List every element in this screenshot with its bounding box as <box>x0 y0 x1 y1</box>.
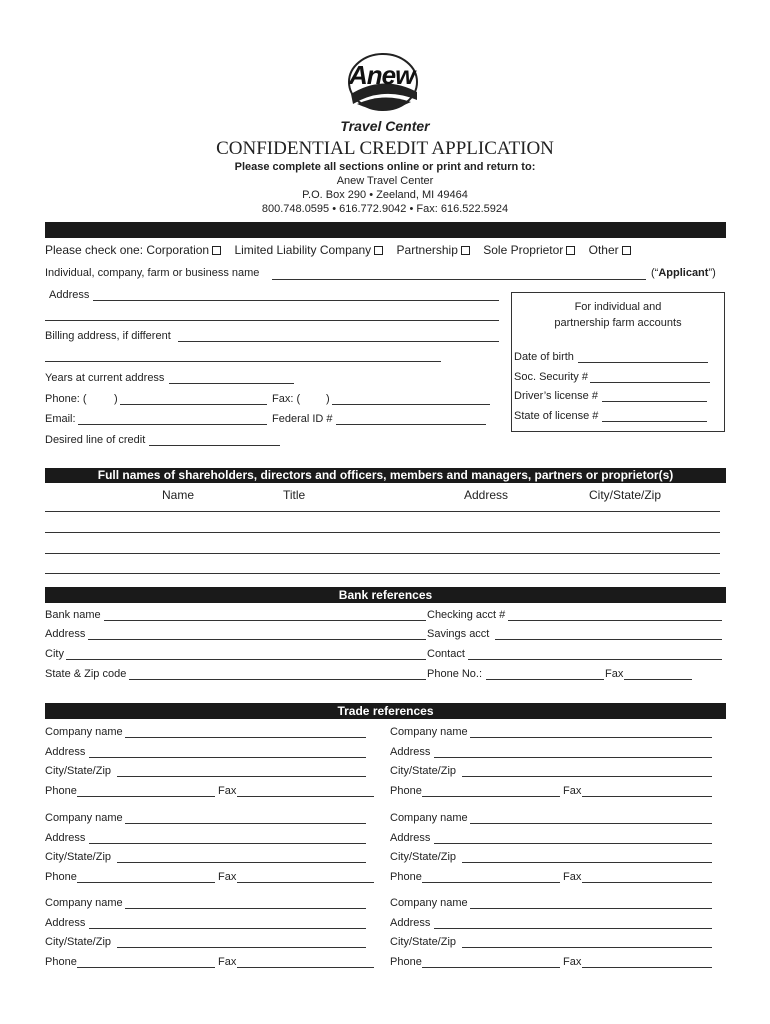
trade-field-label: Company name <box>45 897 123 909</box>
bank-name-field[interactable] <box>104 620 426 621</box>
trade-field-input[interactable] <box>117 776 366 777</box>
trade-field-label: Address <box>390 831 431 844</box>
trade-field-label: Address <box>45 916 86 929</box>
col-city-state-zip: City/State/Zip <box>589 488 662 502</box>
years-field[interactable] <box>169 383 294 384</box>
trade-field-input[interactable] <box>117 862 366 863</box>
trade-fax-input[interactable] <box>582 967 712 968</box>
entity-option-other[interactable]: Other <box>589 243 631 257</box>
instructions: Please complete all sections online or print and return to: <box>234 161 536 173</box>
state-license-field[interactable] <box>602 421 707 422</box>
address-field-1[interactable] <box>93 300 499 301</box>
federal-id-label: Federal ID # <box>272 413 333 425</box>
trade-field-label: Phone <box>45 870 77 883</box>
trade-field-label: City/State/Zip <box>390 851 457 863</box>
phone-close: ) <box>114 393 118 405</box>
years-label: Years at current address <box>45 372 165 384</box>
contact-field[interactable] <box>468 659 722 660</box>
trade-fax-label: Fax <box>563 870 582 883</box>
checkbox-icon[interactable] <box>622 246 631 255</box>
trade-phone-input[interactable] <box>422 967 560 968</box>
company-name: Anew Travel Center <box>336 175 434 187</box>
bank-section-title: Bank references <box>45 587 726 603</box>
trade-phone-input[interactable] <box>77 882 215 883</box>
trade-phone-input[interactable] <box>422 882 560 883</box>
col-title: Title <box>283 488 306 502</box>
trade-fax-input[interactable] <box>582 882 712 883</box>
bank-city-field[interactable] <box>66 659 426 660</box>
trade-field-label: Company name <box>390 726 468 738</box>
entity-option-corporation[interactable]: Corporation <box>146 243 221 257</box>
entity-type-row <box>45 243 631 257</box>
trade-fax-input[interactable] <box>237 882 374 883</box>
ssn-label: Soc. Security # <box>514 371 588 383</box>
entity-option-llc[interactable]: Limited Liability Company <box>234 243 383 257</box>
fax-label: Fax: ( <box>272 393 301 405</box>
entity-option-sole-proprietor[interactable]: Sole Proprietor <box>483 243 575 257</box>
header-divider-bar <box>45 222 726 238</box>
checkbox-icon[interactable] <box>566 246 575 255</box>
trade-field-label: Phone <box>390 784 422 797</box>
entity-option-partnership[interactable]: Partnership <box>397 243 470 257</box>
ssn-field[interactable] <box>590 382 710 383</box>
trade-field-input[interactable] <box>89 757 366 758</box>
trade-field-label: City/State/Zip <box>390 765 457 777</box>
trade-field-label: Phone <box>390 955 422 968</box>
trade-fax-label: Fax <box>563 955 582 968</box>
trade-field-label: Company name <box>45 812 123 824</box>
phone-label: Phone: ( <box>45 393 87 405</box>
trade-field-label: Phone <box>45 784 77 797</box>
trade-field-label: City/State/Zip <box>45 851 112 863</box>
company-address: P.O. Box 290 • Zeeland, MI 49464 <box>302 189 468 201</box>
bank-state-zip-field[interactable] <box>129 679 426 680</box>
trade-fax-label: Fax <box>218 870 237 883</box>
trade-field-label: Phone <box>45 955 77 968</box>
trade-fax-label: Fax <box>218 955 237 968</box>
checkbox-icon[interactable] <box>212 246 221 255</box>
trade-field-input[interactable] <box>462 947 712 948</box>
farm-box-title-2: partnership farm accounts <box>554 317 682 329</box>
officer-row-1[interactable] <box>45 511 720 512</box>
trade-fax-input[interactable] <box>582 796 712 797</box>
trade-field-label: Address <box>390 745 431 758</box>
dob-field[interactable] <box>578 362 708 363</box>
trade-phone-input[interactable] <box>77 967 215 968</box>
page-title: CONFIDENTIAL CREDIT APPLICATION <box>216 138 554 159</box>
col-name: Name <box>162 488 195 502</box>
bank-fax-label: Fax <box>605 668 624 680</box>
trade-field-label: Address <box>45 745 86 758</box>
trade-field-input[interactable] <box>89 928 366 929</box>
trade-field-input[interactable] <box>470 908 712 909</box>
bank-phone-field[interactable] <box>486 679 604 680</box>
applicant-name-label: Individual, company, farm or business name <box>45 267 260 279</box>
brand-tagline: Travel Center <box>340 118 430 134</box>
trade-field-label: City/State/Zip <box>45 936 112 948</box>
trade-field-label: Phone <box>390 870 422 883</box>
trade-field-label: City/State/Zip <box>45 765 112 777</box>
applicant-name-field[interactable] <box>272 279 646 280</box>
billing-field-1[interactable] <box>178 341 499 342</box>
trade-field-label: Company name <box>390 897 468 909</box>
trade-fax-input[interactable] <box>237 796 374 797</box>
trade-field-label: Address <box>390 916 431 929</box>
checking-field[interactable] <box>508 620 722 621</box>
billing-label: Billing address, if different <box>45 330 171 342</box>
trade-field-input[interactable] <box>470 737 712 738</box>
checkbox-icon[interactable] <box>461 246 470 255</box>
federal-id-field[interactable] <box>336 424 486 425</box>
checking-label: Checking acct # <box>427 609 506 621</box>
trade-field-label: Company name <box>45 726 123 738</box>
trade-field-input[interactable] <box>434 928 712 929</box>
fax-field[interactable] <box>332 404 490 405</box>
trade-field-input[interactable] <box>125 908 366 909</box>
brand-logo <box>343 52 423 120</box>
fax-close: ) <box>326 393 330 405</box>
trade-field-input[interactable] <box>125 737 366 738</box>
billing-field-2[interactable] <box>45 361 441 362</box>
trade-field-label: Company name <box>390 812 468 824</box>
dob-label: Date of birth <box>514 351 574 363</box>
bank-fax-field[interactable] <box>624 679 692 680</box>
trade-field-input[interactable] <box>117 947 366 948</box>
bank-name-label: Bank name <box>45 609 101 621</box>
trade-field-input[interactable] <box>462 776 712 777</box>
drivers-license-label: Driver’s license # <box>514 390 598 402</box>
trade-fax-label: Fax <box>563 784 582 797</box>
phone-field[interactable] <box>120 404 267 405</box>
officer-row-2[interactable] <box>45 532 720 533</box>
trade-section-title: Trade references <box>45 703 726 719</box>
trade-field-label: City/State/Zip <box>390 936 457 948</box>
savings-label: Savings acct <box>427 628 490 640</box>
savings-field[interactable] <box>495 639 722 640</box>
trade-field-input[interactable] <box>125 823 366 824</box>
address-field-2[interactable] <box>45 320 499 321</box>
trade-field-input[interactable] <box>462 862 712 863</box>
state-license-label: State of license # <box>514 410 599 422</box>
officer-row-4[interactable] <box>45 573 720 574</box>
applicant-suffix: (“Applicant”) <box>651 267 716 279</box>
entity-prompt: Please check one: <box>45 243 144 257</box>
company-contact: 800.748.0595 • 616.772.9042 • Fax: 616.522.5924 <box>261 203 509 215</box>
trade-phone-input[interactable] <box>77 796 215 797</box>
bank-phone-label: Phone No.: <box>427 668 483 680</box>
bank-address-label: Address <box>45 628 86 640</box>
email-label: Email: <box>45 413 76 425</box>
trade-phone-input[interactable] <box>422 796 560 797</box>
bank-city-label: City <box>45 648 64 660</box>
bank-state-zip-label: State & Zip code <box>45 668 127 680</box>
trade-fax-label: Fax <box>218 784 237 797</box>
credit-field[interactable] <box>149 445 280 446</box>
trade-field-label: Address <box>45 831 86 844</box>
col-address: Address <box>464 488 509 502</box>
contact-label: Contact <box>427 648 465 660</box>
checkbox-icon[interactable] <box>374 246 383 255</box>
trade-field-input[interactable] <box>89 843 366 844</box>
bank-address-field[interactable] <box>88 639 426 640</box>
email-field[interactable] <box>78 424 267 425</box>
address-label: Address <box>49 289 90 301</box>
trade-field-input[interactable] <box>434 843 712 844</box>
farm-box-title-1: For individual and <box>574 301 662 313</box>
trade-field-input[interactable] <box>434 757 712 758</box>
credit-label: Desired line of credit <box>45 434 146 446</box>
logo-text: Anew <box>349 60 415 90</box>
drivers-license-field[interactable] <box>602 401 707 402</box>
officers-section-title: Full names of shareholders, directors and officers, members and managers, partners or proprietor(s) <box>45 468 726 483</box>
trade-fax-input[interactable] <box>237 967 374 968</box>
trade-field-input[interactable] <box>470 823 712 824</box>
officer-row-3[interactable] <box>45 553 720 554</box>
